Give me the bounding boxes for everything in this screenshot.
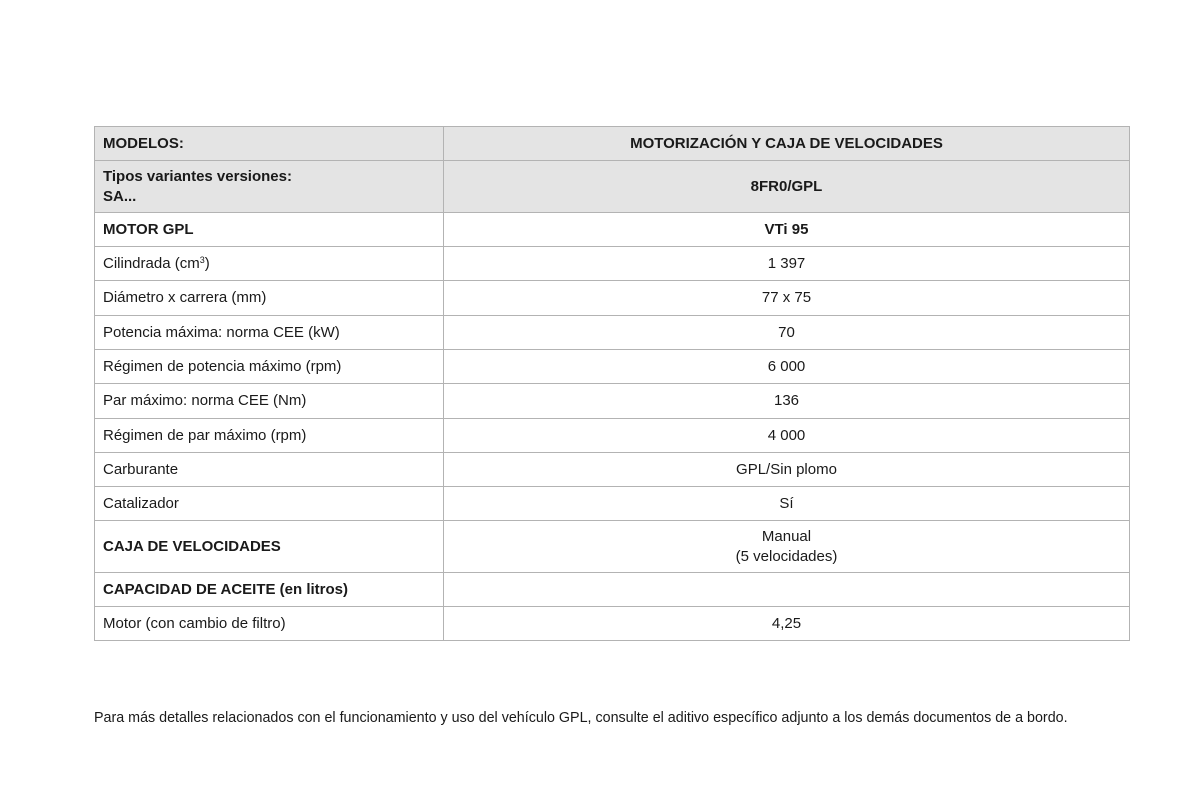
row-value: Manual (5 velocidades) xyxy=(444,521,1130,573)
table-row xyxy=(95,384,1130,419)
table-row xyxy=(95,281,1130,316)
table-row xyxy=(95,487,1130,521)
table-row xyxy=(95,521,1130,573)
row-label: Par máximo: norma CEE (Nm) xyxy=(95,384,444,419)
table-row xyxy=(95,247,1130,281)
table-row xyxy=(95,573,1130,607)
table-row xyxy=(95,213,1130,247)
row-value: VTi 95 xyxy=(444,213,1130,247)
row-value: 136 xyxy=(444,384,1130,419)
row-label: Régimen de par máximo (rpm) xyxy=(95,419,444,453)
specifications-table xyxy=(94,126,1130,641)
row-value: 77 x 75 xyxy=(444,281,1130,316)
table-row xyxy=(95,350,1130,384)
row-label: CAPACIDAD DE ACEITE (en litros) xyxy=(95,573,444,607)
row-value: GPL/Sin plomo xyxy=(444,453,1130,487)
table-row xyxy=(95,453,1130,487)
table-row xyxy=(95,419,1130,453)
engine-gearbox-label: MOTORIZACIÓN Y CAJA DE VELOCIDADES xyxy=(444,127,1130,161)
footnote: Para más detalles relacionados con el funcionamiento y uso del vehículo GPL, consulte el aditivo específico adjunto a los demás documentos de a bordo. xyxy=(94,710,1068,726)
row-value: 4,25 xyxy=(444,607,1130,641)
row-value: 4 000 xyxy=(444,419,1130,453)
row-label: Potencia máxima: norma CEE (kW) xyxy=(95,316,444,350)
row-value: 70 xyxy=(444,316,1130,350)
row-value: 1 397 xyxy=(444,247,1130,281)
types-label: Tipos variantes versiones: SA... xyxy=(95,161,444,213)
row-value: 6 000 xyxy=(444,350,1130,384)
row-label: Motor (con cambio de filtro) xyxy=(95,607,444,641)
row-label-end: ) xyxy=(204,254,210,272)
row-label: Catalizador xyxy=(95,487,444,521)
header-row-types xyxy=(95,161,1130,213)
row-label: MOTOR GPL xyxy=(95,213,444,247)
models-label: MODELOS: xyxy=(95,127,444,161)
row-label xyxy=(95,247,444,281)
row-value xyxy=(444,573,1130,607)
row-label-text: Cilindrada (cm xyxy=(103,254,200,272)
row-label: CAJA DE VELOCIDADES xyxy=(95,521,444,573)
row-label: Diámetro x carrera (mm) xyxy=(95,281,444,316)
type-code: 8FR0/GPL xyxy=(444,161,1130,213)
row-label: Carburante xyxy=(95,453,444,487)
table-row xyxy=(95,316,1130,350)
row-label: Régimen de potencia máximo (rpm) xyxy=(95,350,444,384)
superscript: 3 xyxy=(199,254,205,265)
table-row xyxy=(95,607,1130,641)
header-row-models xyxy=(95,127,1130,161)
row-value: Sí xyxy=(444,487,1130,521)
